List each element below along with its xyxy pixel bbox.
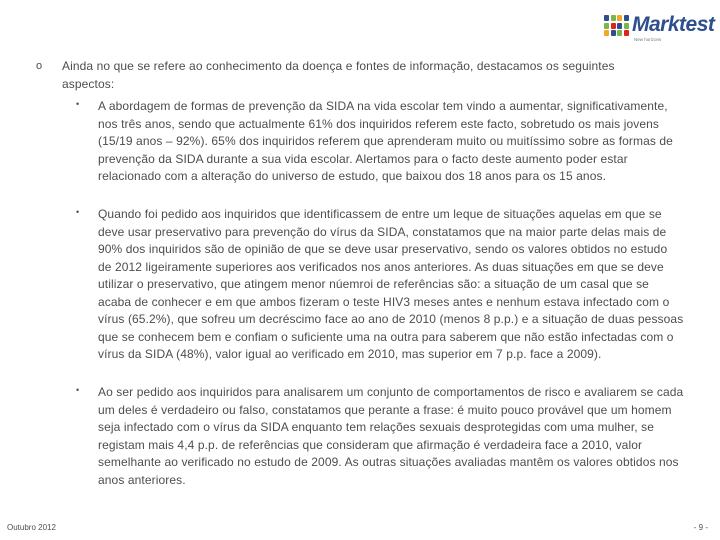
logo-mark-icon — [604, 15, 630, 37]
logo-square — [624, 15, 629, 21]
bullet-icon: • — [76, 385, 80, 395]
logo-square — [604, 15, 609, 21]
list-item — [76, 206, 686, 384]
logo-square — [617, 15, 622, 21]
logo-square — [604, 23, 609, 29]
logo-wordmark: Marktest — [632, 13, 715, 36]
logo-square — [624, 23, 629, 29]
marktest-logo — [604, 12, 714, 44]
bullet-icon: • — [76, 99, 80, 109]
footer-date: Outubro 2012 — [7, 523, 56, 532]
page-number: - 9 - — [693, 523, 708, 532]
sub-point-text: Quando foi pedido aos inquiridos que identificassem de entre um leque de situações aquelas em que se deve usar preservativo para prevenção do vírus da SIDA, constatamos que na maior parte delas mais de 90% dos inquiridos são de opinião de que se deve usar preservativo, sendo os valores obtidos no estudo de 2012 ligeiramente superiores aos verificados nos anos anteriores. As duas situações em que se deve utilizar o preservativo, que atingem menor núemroi de referências são: a situação de um casal que se acaba de conhecer e em que ambos fizeram o teste HIV3 meses antes e nenhum estava infectado com o vírus (65.2%), que sofreu um decréscimo face ao ano de 2010 (menos 8 p.p.) e a situação de duas pessoas que se conhecem bem e confiam o suficiente uma na outra para saberem que não estão infectadas com o vírus da SIDA (48%), valor igual ao verificado em 2010, mas superior em 7 p.p. face a 2009). — [98, 207, 684, 361]
sub-point-text: A abordagem de formas de prevenção da SIDA na vida escolar tem vindo a aumentar, significativamente, nos três anos, sendo que actualmente 61% dos inquiridos referem este facto, sobretudo os mais jovens (15/19 anos – 92%). 65% dos inquiridos referem que aprenderam muito ou muitíssimo sobre as formas de prevenção da SIDA durante a sua vida escolar. Alertamos para o facto deste aumento poder estar relacionado com a alteração do universo de estudo, que baixou dos 18 anos para os 15 anos. — [98, 99, 673, 183]
logo-square — [617, 30, 622, 36]
sub-point-text: Ao ser pedido aos inquiridos para analisarem um conjunto de comportamentos de risco e avaliarem se cada um deles é verdadeiro ou falso, constatamos que perante a frase: é muito pouco provável que um homem seja infectado com o vírus da SIDA enquanto tem relações sexuais desprotegidas com uma mulher, se registam mais 4,4 p.p. de referências que consideram que afirmação é verdadeira face a 2010, valor semelhante ao verificado no estudo de 2009. As outras situações avaliadas mantêm os valores obtidos nos anos anteriores. — [98, 385, 684, 487]
main-bullet-icon: o — [36, 60, 43, 72]
logo-square — [611, 30, 616, 36]
bullet-icon: • — [76, 207, 80, 217]
main-point-text: Ainda no que se refere ao conhecimento da doença e fontes de informação, destacamos os seguintes aspectos: — [62, 59, 615, 91]
list-item — [76, 384, 686, 494]
logo-square — [604, 30, 609, 36]
sub-points-list — [76, 98, 686, 494]
logo-square — [611, 23, 616, 29]
logo-square — [617, 23, 622, 29]
logo-tagline: New horizons — [634, 37, 662, 42]
logo-square — [611, 15, 616, 21]
logo-square — [624, 30, 629, 36]
list-item — [76, 98, 686, 206]
